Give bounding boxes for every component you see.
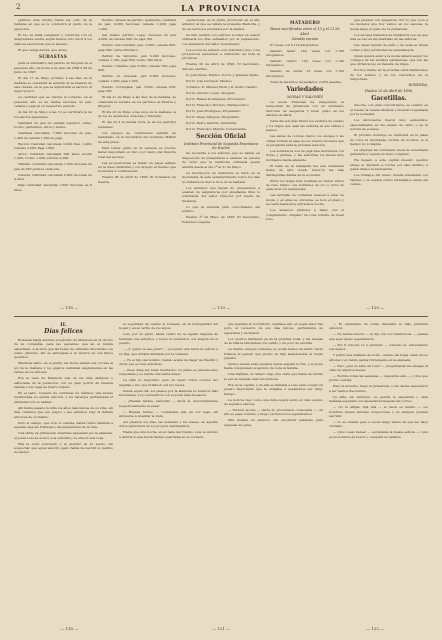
paragraph: El baile de la embajada fue una verdadera fiesta de arte donde lucieron las más distinguidas damas de la sociedad.: [266, 163, 344, 177]
paragraph: Los socios de número son cuarenta y dos, y los protectores ascienden a veintiocho en toda la provincia.: [182, 47, 260, 61]
paragraph: Anoche, con gran concurrencia, se celebró en el Casino la velada literaria y musical organizada por la sociedad.: [350, 103, 428, 117]
page-number: 2: [16, 3, 21, 11]
paragraph-group: [266, 100, 344, 221]
paragraph: — Pero ¿qué se sabe de Luis? — preguntaban las amigas al cabo de algunos meses.: [329, 363, 428, 373]
paragraph: Total de derechos recaudados: 2.450 pesetas.: [270, 79, 342, 84]
paragraph: Así pasaron los días, las semanas y los meses, en aquella dulce ignorancia de los propios sentimientos.: [119, 420, 218, 429]
paragraph: El día 23 á la misma hora, la de los partidos restantes.: [98, 120, 176, 129]
paragraph: Por hoy basta; en la próxima carta hablaremos de los teatros y de los conciertos de la temporada.: [350, 68, 428, 82]
paragraph-group: [266, 43, 344, 85]
paragraph: Por D. Francisco Borrero, Farmacéutico.: [186, 102, 250, 107]
top-column-4: [266, 18, 344, 308]
paragraph: Pueblo: cabeza de partido, Ayamonte; cantidad de pan, 9.000 raciones; cebada 1.200; paja 1.000.: [98, 18, 176, 31]
paragraph: que pueden con elegancia. Por lo que toca a los modelos que hoy vemos en los salones, la moda sigue el gusto de la primavera.: [350, 18, 428, 31]
paragraph: Rodeada había entrado el señorito de Mendoza en el círculo de su compañía, para las pacientes que en el bufete esperaban. A la hora que las horas de ordinario discurrían con suave placidez, allí se entregaba a la lectura de sus libros queridos.: [14, 337, 113, 360]
page-header: [14, 3, 428, 16]
section-subtitle: Instituto Provincial de Segunda Enseñanza de Huelva: [183, 141, 259, 151]
top-column-1: [14, 18, 92, 308]
bottom-column-3: [224, 322, 323, 622]
paragraph-group: [350, 18, 428, 82]
paragraph: Al día 20 de Mayo á las 12 se verificará la de los efectos siguientes.: [14, 110, 92, 119]
folio-top-3: — 120 —: [366, 305, 385, 310]
paragraph: La madre, aunque contenta, no podía menos de sentir cierta tristeza al pensar que pronto su hija abandonaría el hogar paterno.: [224, 347, 323, 361]
paragraph: Paja: Cantidad calculada 1.600 raciones de 6 kilos.: [14, 183, 92, 192]
folio-bottom-2: — 121 —: [212, 626, 231, 631]
paragraph: La moda Francesa ha inaugurado la temporada de primavera con un verdadero derroche de elegancia y buen gusto en los salones de París.: [266, 100, 344, 118]
paragraph: — Por tí volveré, te lo prometo — contestó él, estrechando sus manos.: [329, 342, 428, 352]
paragraph: Los sombreros son de paja fina adornados con flores y plumas, y las señoritas los llevan muy inclinados hacia adelante.: [266, 148, 344, 162]
paragraph: Por D. Antonio López, Abogado.: [186, 90, 236, 95]
paragraph: Lo que se anuncia para conocimiento del público.: [182, 204, 260, 214]
paragraph-group: [350, 103, 428, 186]
matadero-subtitle: Reses sacrificadas entre el 15 y el 21 de Abril.: [270, 27, 340, 36]
paragraph-group: [182, 73, 260, 131]
paragraph: Allí había pasado la niña los años más felices de su vida, sin más cuidados que sus juegos y sus estudios, bajo la mirada amorosa de su madre.: [14, 405, 113, 419]
paragraph: Partido de Valverde: pan 6.000 raciones, cebada 1.100, paja 950; tocino 300 kilos.: [98, 53, 176, 63]
paragraph: La empresa ha contratado reses de acreditada ganadería y espera un lleno completo.: [350, 147, 428, 157]
paragraph-group: [119, 322, 218, 439]
paragraph: — ¿Y quién es ese joven? — preguntó una tarde la señora a su hija, que miraba distraída por la ventana.: [119, 347, 218, 356]
paragraph: — ¡Qué cosas tienes! — exclamaba la buena señora —; Luis es un hombre de honor y cumplirá su palabra.: [329, 430, 428, 439]
paragraph: Ella la tomó sonriendo y la prendió en su pecho, sin sospechar que aquel sencillo gesto había de decidir el destino de ambos.: [14, 441, 113, 455]
paragraph: la seguridad de cuanto le rodeaba, en la tranquilidad del hogar y en el cariño de los suyos.: [119, 322, 218, 331]
paragraph: El día 17 de Mayo próximo á las diez de la mañana se celebrará la subasta de la manera de esta ciudad, en la que se adjudicará el servicio al mejor postor.: [14, 76, 92, 94]
masthead: LA PROVINCIA: [181, 3, 261, 13]
paragraph: — Volveré pronto — decía él, procurando consolarla —; un año se pasa volando, y luego ya nunca nos separaremos.: [224, 408, 323, 417]
paragraph-group: [182, 18, 260, 71]
paragraph: La inscripción de matrícula se hará en la Secretaría de este establecimiento todos los días no feriados de diez a doce de la mañana.: [182, 170, 260, 184]
top-column-5: [350, 18, 428, 308]
paragraph: La niña no respondió, pero un ligero rubor coloreó sus mejillas y sus ojos brillaron con luz nueva.: [119, 378, 218, 387]
paragraph: Las proposiciones se harán en papel sellado de la clase undécima y con arreglo al modelo que se inserta a continuación.: [98, 160, 176, 174]
paragraph-group: [98, 18, 176, 184]
folio-bottom-1: — 118 —: [60, 626, 79, 631]
paragraph: En el patio, rodeado de columnas de mármol, una fuente murmuraba su eterna canción, y los naranjos perfumaban el ambiente con su azahar.: [14, 391, 113, 404]
paragraph: D. José Pérez, Médico. Por D. J. Jiménez Ojeda.: [186, 72, 260, 77]
paragraph: Huelva 1º de Mayo de 1896. El Secretario, Francisco Laguna.: [182, 215, 260, 224]
top-columns: [14, 18, 428, 308]
bottom-columns: [14, 322, 428, 622]
paragraph: — No te aflijas, hija mía — le decía su madre —; los hombres tienen muchas ocupaciones y no siempre pueden escribir.: [329, 405, 428, 419]
paragraph: Ella lloraba en silencio, sin encontrar palabras para expresar su pena.: [224, 418, 323, 427]
paragraph: Quince meses eran pasados desde aquella noche, y el joven había conquistado el aprecio de toda la familia.: [224, 362, 323, 371]
paragraph: Cantidad de pan de calidad superior, carne, tocino, garbanzos, arroz y aceite.: [14, 120, 92, 130]
fold-divider: [14, 316, 428, 317]
paragraph: La cantidad que se calcula el consumo en el presente año es de tantas raciones de pan, cebada y paja en su respectivo período.: [14, 95, 92, 109]
paragraph: Para tomar parte en la subasta es preciso haber depositado el cinco por ciento del importe total del servicio.: [98, 145, 176, 159]
paragraph: Las sedas de colores claros, los encajes y las cintas forman la base de los nuevos modelos que se preparan para la próxima estación.: [266, 134, 344, 147]
paragraph: Luis, por su parte, había vuelto de la capital después de terminar sus estudios, y todos le recibieron con alegría en el pueblo.: [119, 332, 218, 346]
paragraph: Por D. Diego Vázquez, Propietario.: [186, 114, 241, 119]
paragraph: 67 reses con 6.119 kilogramos.: [270, 42, 320, 47]
paragraph: — Lo sé, mamá; pero a veces tengo miedo de que me haya olvidado.: [329, 420, 428, 429]
paragraph: Del mismo partido: Lepe; raciones de pan 4.000; de cebada 900; de paja 700.: [98, 32, 176, 42]
paragraph: Huelva 28 de Abril de 1896. El Comisario de Guerra.: [98, 175, 176, 184]
paragraph: patíbulo este mismo hasta las ocho de la mañana en que se le conducirá al punto de la ejecución.: [14, 18, 92, 31]
section-subtitle: MODAS Y SALONES: [287, 94, 323, 99]
dateline: Huelva 25 de Abril de 1896.: [364, 88, 414, 93]
paragraph: Ganado de cerda: 23 reses con 1.720 kilogramos.: [266, 69, 344, 78]
paragraph: Las capas ligeras de paño o de seda se llevan cortas y muy adornadas de pasamanería.: [350, 43, 428, 52]
paragraph-group: [224, 322, 323, 427]
paragraph: — Escribe todas las semanas — respondía ella —, y dice que pronto vendrá.: [329, 374, 428, 383]
paragraph: Pueblo: Isla Cristina; pan, 5.000; cebada 800; paja 600; carne 500 kilos.: [98, 43, 176, 52]
signature: ROSENDA.: [408, 83, 428, 88]
paragraph: La niña, sin embargo, no perdía la esperanza y cada mañana esperaba con ansiedad la llegada del correo.: [329, 394, 428, 404]
paragraph: Los vecinos hablaban ya de la próxima boda, y las amigas de la niña la felicitaban con cariño y un poco de envidia.: [224, 336, 323, 346]
paragraph: Ha llegado a esta capital nuestro querido amigo el diputado a Cortes por este distrito, a quien damos la bienvenida.: [350, 158, 428, 172]
paragraph-group: [14, 338, 113, 455]
paragraph: Mientras tanto, en el jardín, las flores abrían sus corolas al sol de la mañana y los pájaros cantaban alegremente en las ramas de los árboles.: [14, 361, 113, 375]
paragraph: Huelva 30 de Abril de 1896. El Secretario, Antonio Garrido.: [182, 62, 260, 71]
folio-bottom-3: — 122 —: [366, 626, 385, 631]
paragraph: Los abanicos pintados a mano son el complemento obligado de toda toilette de buen tono.: [266, 208, 344, 221]
paragraph: Pueblo: Calañas; pan 3.200; cebada 700; paja 600.: [98, 64, 176, 73]
paragraph: — ¡Buenas tardes, señorita! — decía él, descubriéndose respetuosamente al pasar.: [119, 399, 218, 408]
paragraph: El día 21 de Mayo á las diez de la mañana, se celebrará la subasta de los partidos de Huelva y Moguer.: [98, 95, 176, 109]
paragraph: Por D. Francisco Martín, Comerciante.: [186, 126, 247, 131]
paragraph: Los aficionados fueron muy aplaudidos, especialmente en las piezas de canto y en la lectura de poesías.: [350, 118, 428, 132]
paragraph: que pueblan su dormitorio. Quédase allí, en aquel amor tan puro, el recuerdo de sus días felices, perfumados de esperanza y de ilusión.: [224, 322, 323, 335]
paragraph: Los encajes llamados de Inglaterra son los que más se ven en las mantillas de las señoras.: [350, 32, 428, 42]
paragraph: Desde aquel día, los paseos por la alameda se hicieron más frecuentes, y los encuentros con el joven más deseados.: [119, 388, 218, 398]
paragraph: El día 22 de Mayo á las doce de la mañana, la de los de Ayamonte, Aracena y Valverde.: [98, 110, 176, 119]
bottom-column-1: [14, 322, 113, 622]
paragraph: Cebada: Cantidad calculada 2.000 raciones de 4 kilos.: [14, 172, 92, 182]
top-column-2: [98, 18, 176, 308]
paragraph: operaciones de la Junta provincial en el año anterior, al que se refiere la presente Memoria, y de los servicios prestados por la misma.: [182, 18, 260, 31]
paragraph: Por D. Juan Rodríguez, Propietario.: [186, 108, 242, 113]
paragraph: Partido de Aracena: pan 8.000 raciones; cebada 1.500; paja 1.300.: [98, 74, 176, 83]
bottom-column-2: [119, 322, 218, 622]
paragraph: Ración: Cantidad calculada 3.000; Pan, 1.400; Cebada 2.000; Paja 1.600.: [14, 141, 92, 150]
paragraph: Ganado cabrío: 102 reses con 1.140 kilogramos.: [266, 59, 344, 68]
paragraph: — Pues debe ser buen muchacho; su padre es persona muy respetable y su madre una santa mujer.: [119, 368, 218, 377]
paragraph: Se recuerda a los señores que se hallen en disposición de presentarse a examen de prueba de curso que la matrícula ordinaria queda abierta desde el día 1º al 31 de Mayo.: [182, 151, 260, 169]
paragraph: Hasta que una noche, en el baile del Casino, Luis se atrevió a decirle lo que hacía tiempo guardaba en su corazón.: [119, 430, 218, 439]
chapter-number: II.: [60, 322, 67, 328]
paragraph: Pasó el invierno, llegó la primavera, y las cartas empezaron a ser menos frecuentes.: [329, 384, 428, 393]
paragraph: El que venga detrás, que arree.: [18, 47, 68, 52]
paragraph: Cada día son más lindos los vestidos de verano y los trajes que usan las señoras en sus visitas y paseos.: [266, 119, 344, 133]
bottom-column-4: [329, 322, 428, 622]
paragraph: Quien quiera estar a la moda deberá seguir los consejos de las revistas parisienses, que son las que dictan la ley en materia de trajes.: [350, 53, 428, 67]
paragraph-group: [182, 151, 260, 223]
paragraph: El reo se halla resignado y conforme con su desgraciada suerte según hemos oído decir a los señores sacerdotes que le asisten.: [14, 32, 92, 46]
paragraph: Una mañana, el cartero trajo una carta que había de turbar la paz de aquella casa tan dichosa.: [224, 372, 323, 381]
paragraph: Entre los trajes más notables se vieron varios de raso blanco con bordados de oro y otros de gasa azul con lentejuelas.: [266, 178, 344, 192]
paragraph: La noticia cayó como una nube negra sobre el cielo sereno de aquellos amores.: [224, 397, 323, 407]
paragraph: Era de la capital, y en ella se llamaba a Luis para ocupar un puesto importante que le obligaba a ausentarse por largo tiempo.: [224, 382, 323, 396]
section-heading: Variedades: [286, 86, 324, 94]
matadero-title: MATADERO: [289, 20, 321, 25]
paragraph: Una tarde de primavera, mientras paseaban por la alameda, el joven Luis se acercó a la señorita y le ofreció una rosa.: [14, 431, 113, 440]
paragraph: — No tardes mucho — le dijo con voz temblorosa —; piensa que aquí quedo esperándote.: [329, 332, 428, 341]
paragraph-group: [14, 18, 92, 52]
folio-top-2: — 119 —: [212, 305, 231, 310]
folio-top-1: — 118 —: [60, 305, 79, 310]
chapter-title: Días felices: [44, 328, 83, 336]
paragraph-group: [14, 61, 92, 192]
paragraph: Por D. Pedro Garrido, Industrial.: [186, 120, 238, 125]
paragraph: — Es el hijo del notario, mamá; acaba de llegar de Madrid y dicen que es muy estudioso.: [119, 357, 218, 367]
matadero-subtitle-2: Ganado vacuno: [291, 37, 319, 42]
section-heading: Gacetillas.: [371, 95, 407, 103]
paragraph: Era la casa de Mendoza una de las más antiguas y señoriales de la población, con su gran portón de madera tallada y sus rejas de hierro forjado.: [14, 376, 113, 390]
section-heading: SUBASTAS: [38, 54, 68, 60]
paragraph: Los alumnos que hayan de presentarse a examen de asignaturas por enseñanza libre lo solicitarán del señor Director por medio de instancia.: [182, 185, 260, 203]
top-column-3: [182, 18, 260, 308]
section-heading: Sección Oficial: [196, 133, 246, 141]
paragraph: — Buenas tardes — contestaba ella en voz baja, sin atreverse a levantar la vista.: [119, 409, 218, 419]
paragraph: Arroz: Cantidad calculada 500 kilos; Aceite 1.200; Tocino 1.000; Carbón 2.000.: [14, 151, 92, 161]
paragraph: Pueblo: Cortegana; pan 3.500; cebada 650; paja 500.: [98, 84, 176, 94]
paragraph: El próximo domingo se verificará en la plaza de toros la anunciada corrida de novillos, si el tiempo no lo impide.: [350, 133, 428, 146]
paragraph: Cantidad calculada: 7.000 raciones de pan, 1.400 de cebada y 620 de paja.: [14, 131, 92, 140]
paragraph-group: [329, 322, 428, 439]
paragraph: para el suministro del partido de Moguer en el presente año, de fecha 4 de Julio de 1896 á 30 de Junio de 1897.: [14, 61, 92, 75]
paragraph: Los trabajos del nuevo muelle adelantan con rapidez y se espera verlos terminados antes del verano.: [350, 173, 428, 186]
paragraph: Los pliegos de condiciones estarán de manifiesto en la Secretaría del Gobierno Militar de esta plaza.: [98, 130, 176, 144]
paragraph: Y partió una mañana de otoño, cuando las hojas caían de los árboles y el viento gemía tristemente en la alameda.: [329, 353, 428, 362]
paragraph: Notarios: D. Manuel Mora y D. Pedro Castillo.: [186, 84, 259, 89]
paragraph: Las tertulias de confianza vuelven a estar de moda, y en ellas se conversa, se toca el piano y se canta hasta muy entrada la noche.: [266, 193, 344, 207]
paragraph: Se han reunido los señores vocales en sesión ordinaria los días señalados por el reglamento, con asistencia del señor Gobernador.: [182, 32, 260, 46]
paragraph: Tamaño: Cantidad calculada 7.000 raciones de pan de 650 gramos cada una.: [14, 162, 92, 171]
paragraph: Por D. José Cerrejón, Médico.: [186, 78, 233, 83]
paragraph: Ganado lanar: 144 reses con 1.780 kilogramos.: [266, 48, 344, 58]
paragraph: Por D. Rafael Domínguez, Procurador.: [186, 96, 246, 101]
paragraph: — El semblante de Luisa denotaba la más profunda emoción.: [329, 322, 428, 331]
paragraph: Pero el tiempo, que todo lo cambia, había traído también a aquella casa las tristezas y las inquietudes de la vida.: [14, 420, 113, 430]
